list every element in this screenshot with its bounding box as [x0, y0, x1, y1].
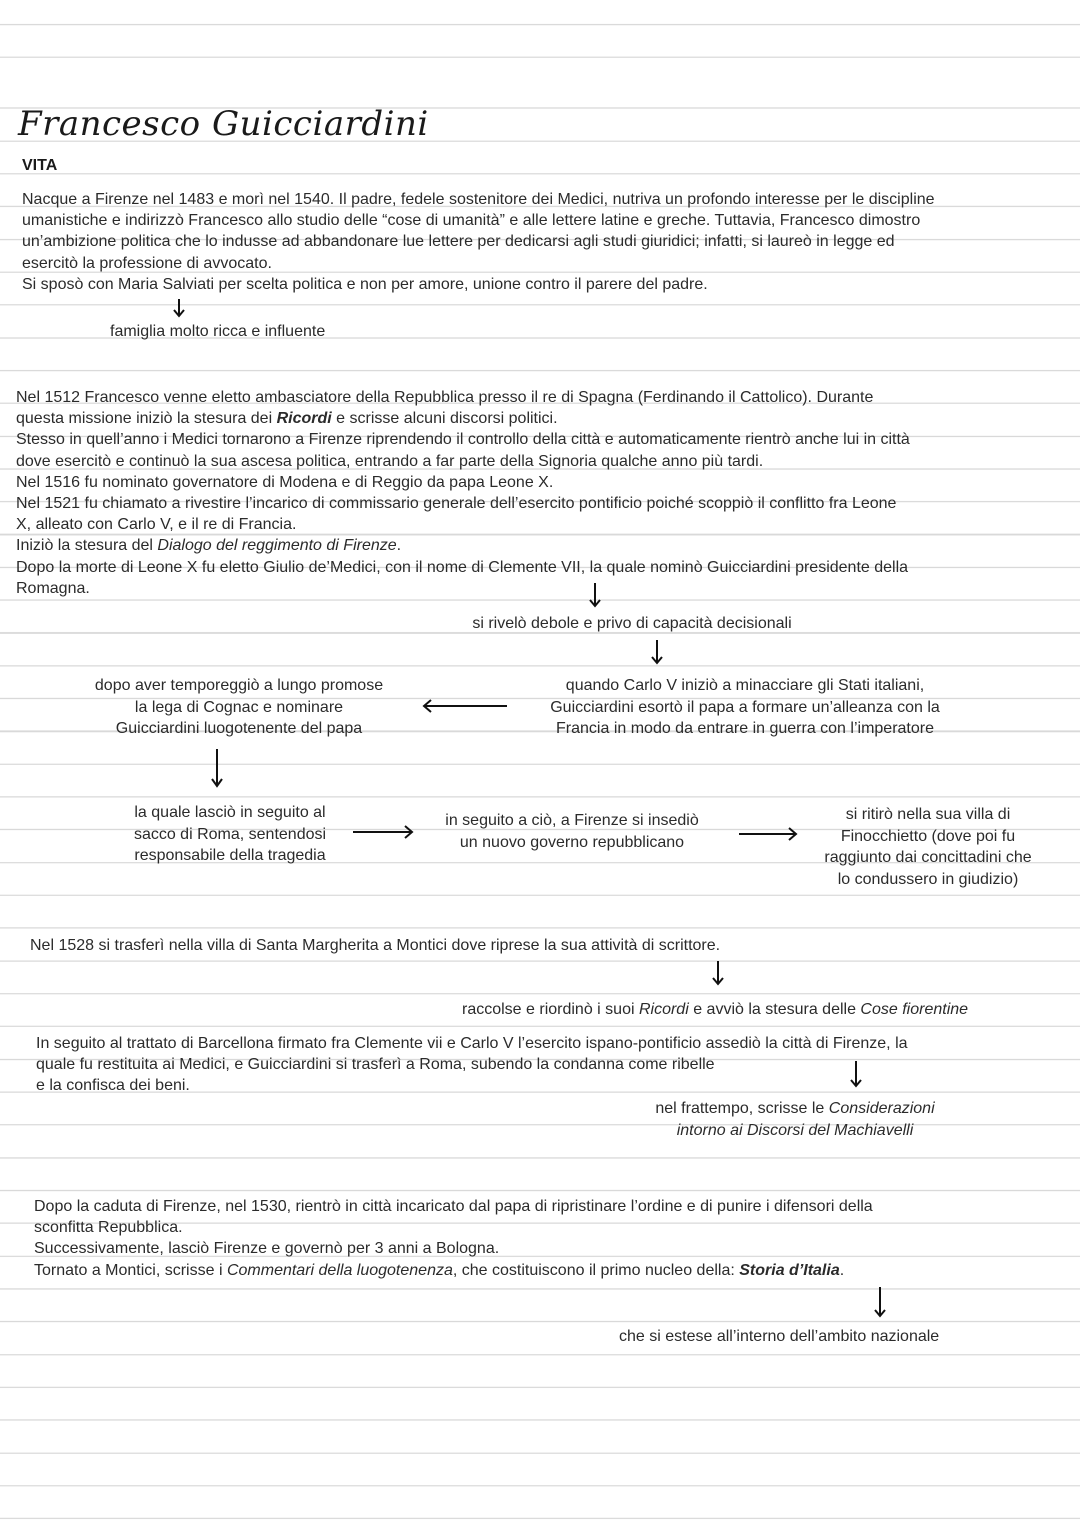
arrow-down-icon [849, 1060, 863, 1088]
text-line: Nel 1512 Francesco venne eletto ambasciatore della Repubblica presso il re di Spagna (Ferdinando il Cattolico). Durante [16, 389, 874, 406]
text-line: dove esercitò e continuò la sua ascesa politica, entrando a far parte della Signoria qualche anno più tardi. [16, 452, 764, 470]
bologna-paragraph [34, 1196, 1064, 1281]
considerazioni-title: intorno ai Discorsi del Machiavelli [676, 1121, 914, 1139]
note-carlo [512, 675, 978, 740]
text-line: Nel 1521 fu chiamato a rivestire l’incarico di commissario generale dell’esercito pontificio poiché scoppiò il conflitto fra Leone [16, 495, 897, 513]
text-line: Nel 1516 fu nominato governatore di Modena e di Reggio da papa Leone X. [16, 473, 554, 491]
section-heading: VITA [22, 157, 58, 174]
note-debole: si rivelò debole e privo di capacità decisionali [472, 615, 792, 632]
ricordi-title: Ricordi [276, 410, 332, 428]
note-ricordi [462, 999, 968, 1020]
text-span: . [396, 537, 402, 555]
arrow-down-icon [873, 1286, 887, 1318]
text-line: Francia in modo da entrare in guerra con l’imperatore [556, 720, 934, 737]
arrow-down-icon [650, 639, 664, 665]
text-line: la lega di Cognac e nominare [134, 698, 344, 716]
text-line: In seguito al trattato di Barcellona firmato fra Clemente vii e Carlo V l’esercito ispano-pontificio assediò la città di Firenze, la [36, 1035, 908, 1052]
text-line [620, 1098, 970, 1120]
text-line: quando Carlo V iniziò a minacciare gli Stati italiani, [565, 677, 925, 694]
text-line: Nacque a Firenze nel 1483 e morì nel 1540. Il padre, fedele sostenitore dei Medici, nutriva un profondo interesse per le discipline [22, 191, 935, 208]
text-line [34, 1260, 1064, 1281]
text-line: e la confisca dei beni. [36, 1077, 190, 1095]
text-line [16, 408, 1066, 429]
text-line: Guicciardini esortò il papa a formare un’alleanza con la [550, 698, 940, 716]
career-paragraph [16, 387, 1066, 599]
text-span: nel frattempo, scrisse le [655, 1100, 829, 1117]
text-line: la quale lasciò in seguito al [134, 804, 326, 821]
text-line: si ritirò nella sua villa di [845, 806, 1011, 823]
text-span: e scrisse alcuni discorsi politici. [331, 410, 558, 428]
arrow-down-icon [172, 298, 186, 318]
dialogo-title: Dialogo del reggimento di Firenze [157, 537, 397, 555]
note-governo [416, 810, 728, 853]
text-span: . [839, 1261, 845, 1279]
text-line: Guicciardini luogotenente del papa [115, 720, 363, 737]
text-line: Finocchietto (dove poi fu [840, 827, 1016, 845]
text-span: , che costituiscono il primo nucleo della: [452, 1261, 740, 1279]
text-line: sacco di Roma, sentendosi [133, 825, 327, 843]
text-span: e avviò la stesura delle [688, 1001, 861, 1018]
text-line: lo condussero in giudizio) [837, 870, 1019, 888]
text-span: Tornato a Montici, scrisse i [34, 1261, 227, 1279]
text-line: responsabile della tragedia [134, 847, 326, 864]
text-line: un nuovo governo repubblicano [459, 833, 685, 851]
note-lascio [96, 802, 364, 867]
text-line: quale fu restituita ai Medici, e Guicciardini si trasferì a Roma, subendo la condanna come ribelle [36, 1056, 715, 1074]
text-line: esercitò la professione di avvocato. [22, 254, 272, 272]
text-span: Iniziò la stesura del [16, 537, 158, 555]
note-famiglia: famiglia molto ricca e influente [110, 323, 326, 340]
text-line: umanistiche e indirizzò Francesco allo studio delle “cose di umanità” e alle lettere latine e greche. Tuttavia, Francesco dimostro [22, 212, 921, 230]
text-line: dopo aver temporeggiò a lungo promose [94, 677, 384, 694]
arrow-down-icon [210, 748, 224, 788]
note-cognac [58, 675, 420, 740]
note-villa [800, 804, 1056, 890]
text-line: X, alleato con Carlo V, e il re di Francia. [16, 516, 297, 534]
arrow-right-icon [352, 825, 414, 839]
commentari-title: Commentari della luogotenenza [226, 1261, 453, 1279]
vita-paragraph [22, 189, 1062, 295]
ricordi-title: Ricordi [638, 1001, 689, 1018]
text-span: raccolse e riordinò i suoi [462, 1001, 639, 1018]
text-line [620, 1120, 970, 1142]
note-storia: che si estese all’interno dell’ambito nazionale [619, 1328, 940, 1345]
text-line: Romagna. [16, 579, 90, 597]
arrow-right-icon [738, 827, 798, 841]
text-line: sconfitta Repubblica. [34, 1219, 183, 1237]
text-line: un’ambizione politica che lo indusse ad abbandonare lue lettere per dedicarsi agli studi giuridici; infatti, si laureò in legge ed [22, 233, 895, 251]
cose-fiorentine-title: Cose fiorentine [860, 1001, 969, 1018]
text-line: Dopo la caduta di Firenze, nel 1530, rientrò in città incaricato dal papa di ripristinare l’ordine e di punire i difensori della [34, 1198, 873, 1215]
considerazioni-title: Considerazioni [828, 1100, 935, 1117]
text-span: questa missione iniziò la stesura dei [16, 410, 277, 428]
text-line: Stesso in quell’anno i Medici tornarono a Firenze riprendendo il controllo della città e automaticamente rientrò anche lui in città [16, 431, 910, 449]
text-line: Si sposò con Maria Salviati per scelta politica e non per amore, unione contro il parere del padre. [22, 275, 708, 293]
storia-italia-title: Storia d’Italia [739, 1261, 840, 1279]
page-title: Francesco Guicciardini [18, 104, 429, 144]
text-line: Nel 1528 si trasferì nella villa di Santa Margherita a Montici dove riprese la sua attività di scrittore. [30, 937, 721, 954]
arrow-left-icon [422, 699, 508, 713]
barcellona-paragraph [36, 1033, 1066, 1097]
text-line: in seguito a ciò, a Firenze si insediò [445, 812, 699, 829]
text-line: Dopo la morte di Leone X fu eletto Giulio de’Medici, con il nome di Clemente VII, la quale nominò Guicciardini presidente della [16, 558, 909, 576]
note-considerazioni [620, 1098, 970, 1141]
arrow-down-icon [588, 582, 602, 608]
text-line: Successivamente, lasciò Firenze e governò per 3 anni a Bologna. [34, 1240, 500, 1258]
text-line [16, 535, 1066, 556]
text-line: raggiunto dai concittadini che [824, 849, 1032, 866]
arrow-down-icon [711, 960, 725, 986]
